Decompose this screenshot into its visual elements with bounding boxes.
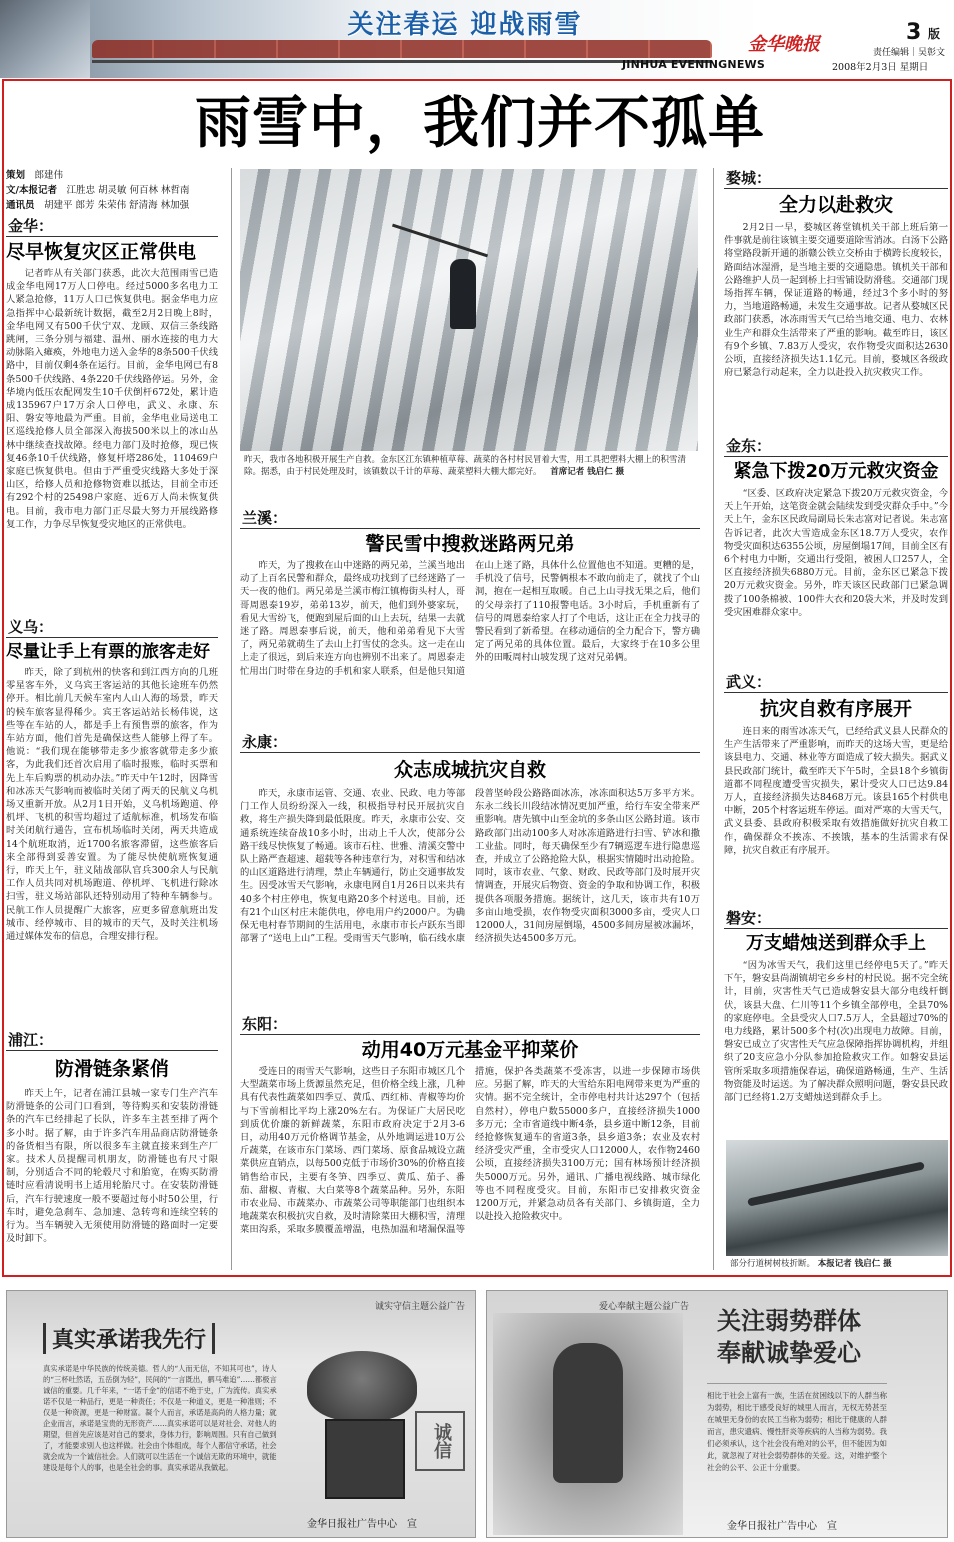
article-title: 万支蜡烛送到群众手上	[746, 933, 926, 954]
ad-text: 相比于社会上富有一族，生活在贫困线以下的人群当称为弱势，相比于感受良好的城里人而言，无权无势甚至在城里无身份的农民工当称为弱势；相比于健康的人群而言，患灾遗病、慢性肝炎等疾病的人当称为弱势。我们必须承认，这个社会没有绝对的公平，但不能因为如此，就忽视了对社会弱势群体的关爱。这，对维护整个社会的公平、公正十分重要。	[707, 1383, 887, 1503]
article-title: 紧急下拨20万元救灾资金	[733, 461, 939, 482]
ad-tag: 诚实守信主题公益广告	[374, 1302, 465, 1312]
article-lanxi	[240, 508, 700, 719]
section-label: 永康：	[240, 732, 700, 753]
section-label: 武义：	[724, 672, 948, 693]
article-yiwu	[6, 617, 218, 1036]
main-photo-caption	[244, 454, 696, 492]
child-figure	[553, 1343, 623, 1483]
article-body: 昨天，永康市运管、交通、农业、民政、电力等部门工作人员纷纷深入一线，积极指导村民开展抗灾自救，将生产损失降到最低限度。昨天，永康市公安、交通系统连续奋战10多小时，出动上千人次，使部分公路干线尽快恢复了畅通。该市石柱、世雅、清溪交警中队上路严查超速、超载等各种违章行为，对积雪和结冰的山区道路进行清理，禁止车辆通行，防止交通事故发生。因受冰雪天气影响，永康电网自1月26日以来共有40多个村庄停电，恢复电路20多个村送电。目前，还有21个山区村庄未能供电，停电用户约2000户。为确保无电村春节期间的生活用电，永康市市长卢跃东当即部署了“送电上山”工程。受雨雪天气影响，临石线水康段普坚岭段公路路面冰冻，冰冻面积达5万多平方米。东永二线长川段结冰情况更加严重，给行车安全带来严重影响。唐先镇中山至金坑的多条山区公路封道。该市路政部门出动100多人对冰冻道路进行扫雪、铲冰和撒工业盐。同时，每天确保至少有7辆巡逻车进行隐患巡查，并成立了公路抢险大队，根据实情随时出动抢险。同时，该市农业、气象、财政、民政等部门及时展开灾情调查，开展灾后物资、资金的争取和协调工作，积极提供各项服务措施。据统计，这几天，该市共有10万多亩山地受损，农作物受灾面积3000多亩，受灾人口12000人，31间房屋倒塌，4500多间房屋被冰漏坏，经济损失达4500多万元。	[240, 788, 700, 945]
article-wucheng	[724, 168, 948, 421]
children-photo	[493, 1313, 683, 1535]
article-body: 记者昨从有关部门获悉，此次大范围雨雪已造成金华电网17万人口停电。经过5000多名电力工人紧急抢修，11万人口已恢复供电。据金华电力应急指挥中心最新统计数据，截至2月2日晚上8时，金华电网又有500千伏宁双、龙顾、双信三条线路跳闸，三条分别与福建、温州、丽水连接的电力大动脉陷入瘫痪，外地电力送入金华的8条500千伏线路中，目前仅剩4条在运行。目前，金华电网已有8条500千伏线路、4条220千伏线路停运。另外，金华境内低压农配网发生10千伏倒杆672处，累计造成135967户17万余人口停电，武义、永康、东阳、磐安等地最为严重。目前，金华电业局送电工区巡线抢修人员全部深入海拔500米以上的冰山丛林中继续查找故障。经电力部门及时抢修，现已恢复46条10千伏线路，修复杆塔286处，110469户家庭已恢复供电。但由于严重受灾线路大多处于深山区，给修人员和抢修物资难以抵达，目前全市还有292个村的25498户家庭、近6万人尚未恢复供电。目前，我市电力部门正尽最大努力开展线路修复工作，力争尽早恢复受灾地区的正常供电。	[6, 268, 218, 530]
masthead	[0, 0, 954, 78]
article-title: 抗灾自救有序展开	[759, 698, 912, 720]
column-rule	[231, 168, 232, 1270]
article-dongyang	[240, 1014, 700, 1285]
article-body: “区委、区政府决定紧急下拨20万元救灾资金，今天上午开始，这笔资金就会陆续发到受灾群众手中。”今天上午，金东区民政局副局长朱志富对记者说。朱志富告诉记者，此次大雪造成金东区18.7万人受灾，农作物受灾面积达6355公顷，房屋倒塌17间，目前全区有6个村电力中断，交通出行受阻，被困人口257人，全区直接经济损失6880万元。目前，金东区已紧急下拨20万元救灾资金。另外，昨天该区民政部门已紧急调拨了100条棉被、100件大衣和20袋大米，并及时发到受灾困难群众家中。	[724, 488, 948, 618]
article-body: “因为冰雪天气，我们这里已经停电5天了。”昨天下午，磐安县尚湖镇胡宅乡乡村的村民说。据不完全统计，目前，灾害性天气已造成磐安县大部分电线杆倒伏，该县大盘、仁川等11个乡镇全部停电，全县70%的家庭停电。全县受灾人口7.5万人，全县超过70%的电力线路，累计500多个村(次)出现电力故障。目前，磐安已成立了灾害性天气应急保障指挥协调机构，并组织了20支应急小分队参加抢险救灾工作。如磐安县运管所采取多项措施保春运，确保道路畅通，生产、生活物资能及时运送。为了解决群众照明问题，磐安县民政部门已经将1.2万支蜡烛送到群众手上。	[724, 960, 948, 1104]
ad-charity	[486, 1290, 948, 1538]
side-photo-caption	[730, 1258, 950, 1270]
masthead-photo	[0, 0, 90, 78]
article-body: 连日来的雨雪冰冻天气，已经给武义县人民群众的生产生活带来了严重影响，而昨天的这场大雪，更是给该县电力、交通、林业等方面造成了较大损失。据武义县民政部门统计，截至昨天下午5时，全县18个乡镇街道都不同程度遭受雪灾损失，累计受灾人口已达9.84万人，直接经济损失达8468万元。该县165个村供电中断，205个村客运班车停运。面对严寒的大雪天气，武义县委、县政府积极采取有效措施做好抗灾自救工作，确保群众不挨冻、不挨饿，基本的生活需求有保障，抗灾自救正有序展开。	[724, 726, 948, 856]
ad-title: 真实承诺我先行	[43, 1323, 215, 1354]
credits	[6, 168, 231, 213]
column-rule	[713, 168, 714, 1270]
article-title: 全力以赴救灾	[778, 194, 893, 216]
article-jindong	[724, 436, 948, 657]
credit-line: 文/本报记者 江胜忠 胡灵敏 何百林 林哲南	[6, 185, 190, 196]
turtle-seal-icon	[307, 1351, 417, 1421]
train-illustration	[92, 40, 712, 58]
article-title: 警民雪中搜救迷路两兄弟	[365, 533, 575, 555]
section-label: 金东：	[724, 436, 948, 457]
rail-line	[92, 60, 712, 63]
article-pujiang	[6, 1030, 218, 1271]
main-photo	[240, 169, 698, 451]
article-body: 2月2日一早，婺城区蒋堂镇机关干部上班后第一件事就是前往该镇主要交通要道除雪消冰。白汤下公路将堂路段新开通的浙赣公铁立交桥由于横跨长度较长，路面结冰湿滑，是当地主要的交通隐患。镇机关干部和公路维护人员一起到桥上扫雪铺设防滑毯。交通部门现场指挥车辆，保证道路的畅通，经过3个多小时的努力，当地道路畅通，未发生交通事故。记者从婺城区民政部门获悉，冰冻雨雪天气已给当地交通、电力、农林业生产和群众生活带来了严重的影响。截至昨日，该区有9个乡镇、7.83万人受灾，农作物受灾面积达2630公顷，直接经济损失达1.1亿元。目前，婺城区各级政府已紧急行动起来，全力以赴投入抗灾救灾工作。	[724, 222, 948, 379]
ad-integrity	[6, 1290, 476, 1538]
credit-line: 策划 郎建伟	[6, 170, 64, 181]
photo-credit: 首席记者 钱启仁 摄	[550, 467, 625, 477]
photo-credit: 本报记者 钱启仁 摄	[817, 1259, 892, 1269]
article-body: 昨天上午，记者在浦江县城一家专门生产汽车防滑链条的公司门口看到，等待购买和安装防滑链条的汽车已经排起了长队，许多车主甚至排了两个多小时。据了解，由于许多汽车用品商店防滑链条的备货相当有限，所以很多车主就直接来到生产厂家。技术人员提醒司机朋友，防滑链也有尺寸限制，分别适合不同的轮毂尺寸和胎宽，在购买防滑链时应看清说明书上适用轮胎尺寸。在安装防滑链后，汽车行驶速度一般不要超过每小时50公里，行车时，避免急刹车、急加速、急转弯和连续空转的行为。当车辆驶入无须使用防滑链的路面时一定要及时卸下。	[6, 1088, 218, 1245]
masthead-banner: 关注春运 迎战雨雪	[347, 10, 583, 40]
ad-footer: 金华日报社广告中心 宣	[307, 1519, 417, 1530]
issue-date: 2008年2月3日 星期日	[832, 62, 929, 73]
ad-tag: 爱心奉献主题公益广告	[599, 1302, 690, 1312]
ad-title-line1: 关注弱势群体	[717, 1307, 861, 1335]
article-title: 动用40万元基金平抑菜价	[361, 1039, 579, 1061]
main-title: 雨雪中，我们并不孤单	[195, 91, 765, 156]
section-label: 东阳：	[240, 1014, 700, 1035]
article-title: 尽早恢复灾区正常供电	[6, 241, 197, 263]
ad-text: 真实承诺是中华民族的传统美德。哲人的“人而无信，不知其可也”，诗人的“三杯吐然诺，五岳倒为轻”，民间的“一言既出，驷马难追”……都极言诚信的重要。几千年来，“一诺千金”的信诺不绝于史，广为流传。真实承诺不仅是一种品行，更是一种责任；不仅是一种道义，更是一种准则；不仅是一种资源，更是一种财富。凝个人而言，承诺是高尚的人格力量；就企业而言，承诺是宝贵的无形资产……真实承诺可以是对社会、对他人的期望，但首先应该是对自己的要求，身体力行，影响周围。只有自己做到了，才能要求别人也这样做。社会由个体组成，每个人都信守承诺，社会就会成为一个诚信社会。人们就可以生活在一个诚信无欺的环境中，就能建设是每个人的事，也是全社会的事。真实承诺从我做起。	[43, 1364, 277, 1472]
seal-stamp: 诚信	[415, 1411, 465, 1471]
farmer-figure	[450, 259, 476, 329]
caption-text: 部分行道树树枝折断。	[730, 1259, 816, 1269]
ad-title-line2: 奉献诚挚爱心	[717, 1339, 861, 1367]
editor-credit: 责任编辑｜吴彰文	[873, 48, 946, 58]
caption-text: 昨天，我市各地积极开展生产自救。金东区江东镇种植草莓、蔬菜的各村村民冒着大雪，用工具把塑料大棚上的积雪清除。据悉，由于村民处理及时，该镇数以千计的草莓、蔬菜塑料大棚大都完好。	[244, 455, 687, 477]
section-label: 金华：	[6, 216, 218, 237]
article-wuyi	[724, 672, 948, 883]
article-title: 众志成城抗灾自救	[393, 759, 546, 781]
article-body: 受连日的雨雪天气影响，这些日子东阳市城区几个大型蔬菜市场上货源虽然充足，但价格全线上涨，几种具有代表性蔬菜如四季豆、黄瓜、西红柿、青椒等均价与下雪前相比平均上涨20%左右。为保证广大居民吃到质优价廉的新鲜蔬菜，东阳市政府决定于2月3-6日，动用40万元价格调节基金，从外地调运进10万公斤蔬菜，在该市东门菜场、西门菜场、原食品城设立蔬菜供应直销点，以每500克低于市场价30%的价格直接销售给市民，主要有冬笋、四季豆、黄瓜、茄子、番茄、甜椒、青椒、大白菜等8个蔬菜品种。另外，东阳市农业局、市蔬菜办、市蔬菜公司等职能部门也组织本地蔬菜农积极抗灾自救，及时清除菜田大棚积雪，清理菜田沟系，采取多膜覆盖增温，电热加温和堵漏保温等措施，保护各类蔬菜不受冻害，以进一步保障市场供应。另据了解，昨天的大雪给东阳电网带来更为严重的灾情。据不完全统计，全市停电村共计达297个（包括自然村），停电户数55000多户，直接经济损失1000多万元；全市省道线中断4条，县乡道中断12条，目前经抢修恢复通车的省道3条，县乡道3条；农业及农村经济受灾严重，全市受灾人口12000人，农作物2460公顷，直接经济损失3100万元；国有林场预计经济损失5000万元。另外，通讯、广播电视线路、城市绿化等也不同程度受灾。目前，东阳市已安排救灾资金1200万元，并紧急动员各有关部门、乡镇街道，全力以赴投入抢险救灾中。	[240, 1066, 700, 1236]
article-title: 防滑链条紧俏	[54, 1058, 169, 1080]
article-body: 昨天，除了到杭州的快客和到江西方向的几班零星客车外，义乌宾王客运站的其他长途班车仍然停开。相比前几天候车室内人山人海的场景，昨天的候车旅客显得稀少。宾王客运站站长杨伟说，这些等在车站的人，都是手上有预售票的旅客，作为车站方面，他们首先是确保这些人能够上得了车。他说：“我们现在能够带走多少旅客就带走多少旅客，为此我们还首次启用了临时报账，临时买票和先上车后购票的机动办法。”昨天中午12时，因降雪和冰冻天气影响而被临时关闭了两天的民航义乌机场又重新开放。从2月1日开始，义乌机场跑道、停机坪、飞机的积雪均超过了适航标准，机场发布临时关闭航行通告，宣布机场临时关闭，两天共造成14个航班取消，近1700名旅客滞留，这些旅客后来全部得到妥善安置。为了能尽快使航班恢复通行，昨天上午，驻义陆战部队官兵300余人与民航工作人员共同对机场跑道、停机坪、飞机进行除冰扫雪，驻义场站部队还特别动用了特种车辆参与。民航工作人员提醒广大旅客，应更多留意航班出发城市、经停城市、目的城市的天气，及时关注机场通过媒体发布的信息，合理安排行程。	[6, 667, 218, 943]
seal-block	[325, 1419, 405, 1499]
paper-name-en: JINHUA EVENINGNEWS	[622, 58, 765, 71]
article-title: 尽量让手上有票的旅客走好	[6, 642, 210, 662]
credit-line: 通讯员 胡建平 郎芳 朱荣伟 舒清海 林加强	[6, 200, 190, 211]
section-label: 义乌：	[6, 617, 218, 638]
section-label: 浦江：	[6, 1030, 218, 1051]
article-panan	[724, 908, 948, 1157]
section-label: 磐安：	[724, 908, 948, 929]
side-photo	[726, 1140, 948, 1256]
section-label: 婺城：	[724, 168, 948, 189]
broken-branch	[747, 1161, 925, 1206]
newspaper-logo: 金华晚报	[748, 34, 820, 55]
article-yongkang	[240, 732, 700, 1027]
article-body: 昨天，为了搜救在山中迷路的两兄弟，兰溪当地出动了上百名民警和群众，最终成功找到了已经迷路了一天一夜的他们。两兄弟是兰溪市梅江镇梅街头村人，哥哥周恩泰19岁，弟弟13岁，前天，他们到外婆家玩，看见大雪纷飞，便跑到屋后面的山上去玩，结果一去就迷了路。周恩泰事后说，前天，他和弟弟看见下大雪了，两兄弟就萌生了去山上打雪仗的念头。这一走在山上走了很远，到后来连方向也辨别不出来了。周恩泰走忙用出门时带在身边的手机和家人联系，但是他只知道在山上迷了路，具体什么位置他也不知道。更糟的是，手机没了信号，民警俩根本不敢向前走了，就找了个山洞，抱在一起相互取暖。自己上山寻找无果之后，他们的父母亲打了110报警电话。3小时后，手机重新有了信号的周恩泰给家人打了个电话，这让正在全力找寻的警民看到了新希望。在移动通信的全力配合下，警方确定了两兄弟的具体位置。最后，大家终于在10多公里外的田畈周村山坡发现了这对兄弟俩。	[240, 560, 700, 677]
section-label: 兰溪：	[240, 508, 700, 529]
page-number: 3	[906, 20, 922, 45]
article-jinhua	[6, 216, 218, 597]
ad-footer: 金华日报社广告中心 宣	[727, 1521, 837, 1532]
page-unit: 版	[928, 27, 941, 41]
